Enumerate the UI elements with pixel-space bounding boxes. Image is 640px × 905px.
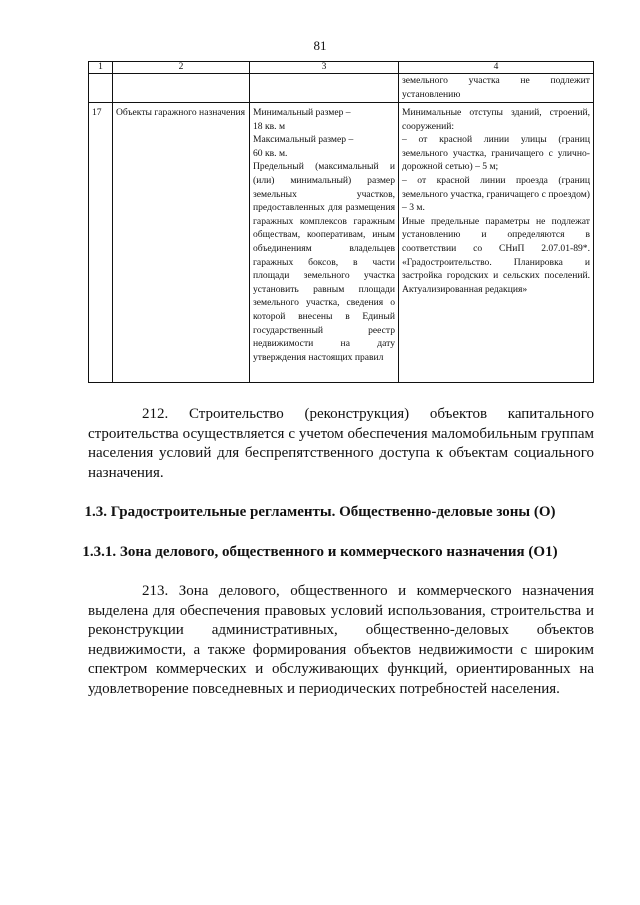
row-size-limits [250, 103, 399, 383]
heading-1-3-1: 1.3.1. Зона делового, общественного и коммерческого назначения (О1) [82, 544, 558, 560]
setback-line: Иные предельные параметры не подлежат установлению и определяются в соответствии со СНиП 2.07.01-89*. «Градостроительство. Планировка и застройка городских и сельских поселений. Актуализированная редакция» [402, 215, 590, 295]
size-line: Предельный (максимальный и (или) минимальный) размер земельных участков, предоставленных для размещения гаражных комплексов гаражным обществам, кооперативам, иным объединениям владельцев гаражных боксов, в части площади земельного участка установить равным площади земельного участка, сведения о которой внесены в Единый государственный реестр недвижимости на дату утверждения настоящих правил [253, 161, 395, 363]
table-row [89, 103, 594, 383]
row-name: Объекты гаражного назначения [113, 103, 250, 383]
page-number: 81 [313, 38, 327, 53]
paragraph-212: 212. Строительство (реконструкция) объектов капитального строительства осуществляется с учетом обеспечения маломобильным группам населения условий для беспрепятственного доступа к объектам социального назначения. [88, 406, 594, 481]
paragraph-213-block [88, 582, 594, 699]
heading-1-3: 1.3. Градостроительные регламенты. Общественно-деловые зоны (О) [84, 504, 556, 520]
row-number: 17 [89, 103, 113, 383]
paragraph-213: 213. Зона делового, общественного и коммерческого назначения выделена для обеспечения правовых условий использования, строительства и реконструкции административных, общественно-деловых объектов недвижимости, а также формирования объектов недвижимости с широким спектром коммерческих и обслуживающих функций, ориентированных на удовлетворение повседневных и периодических потребностей населения. [88, 583, 594, 697]
header-col-4: 4 [399, 62, 594, 74]
table-header-row [89, 62, 594, 74]
size-line: 18 кв. м [253, 120, 286, 132]
row-setbacks [399, 103, 594, 383]
paragraph-212-block [88, 405, 594, 483]
regulations-table [88, 61, 594, 383]
header-col-2: 2 [113, 62, 250, 74]
setback-line: – от красной линии улицы (границ земельного участка, граничащего с улично-дорожной сетью) – 5 м; [402, 134, 590, 173]
size-line: Минимальный размер – [253, 107, 351, 118]
header-col-3: 3 [250, 62, 399, 74]
setback-line: Минимальные отступы зданий, строений, сооружений: [402, 107, 590, 132]
continuation-cell: земельного участка не подлежит установлению [399, 74, 594, 103]
table-row-continuation [89, 74, 594, 103]
size-line: 60 кв. м. [253, 147, 288, 159]
size-line: Максимальный размер – [253, 134, 354, 146]
header-col-1: 1 [89, 62, 113, 74]
setback-line: – от красной линии проезда (границ земельного участка, граничащего с проездом) – 3 м. [402, 174, 590, 214]
